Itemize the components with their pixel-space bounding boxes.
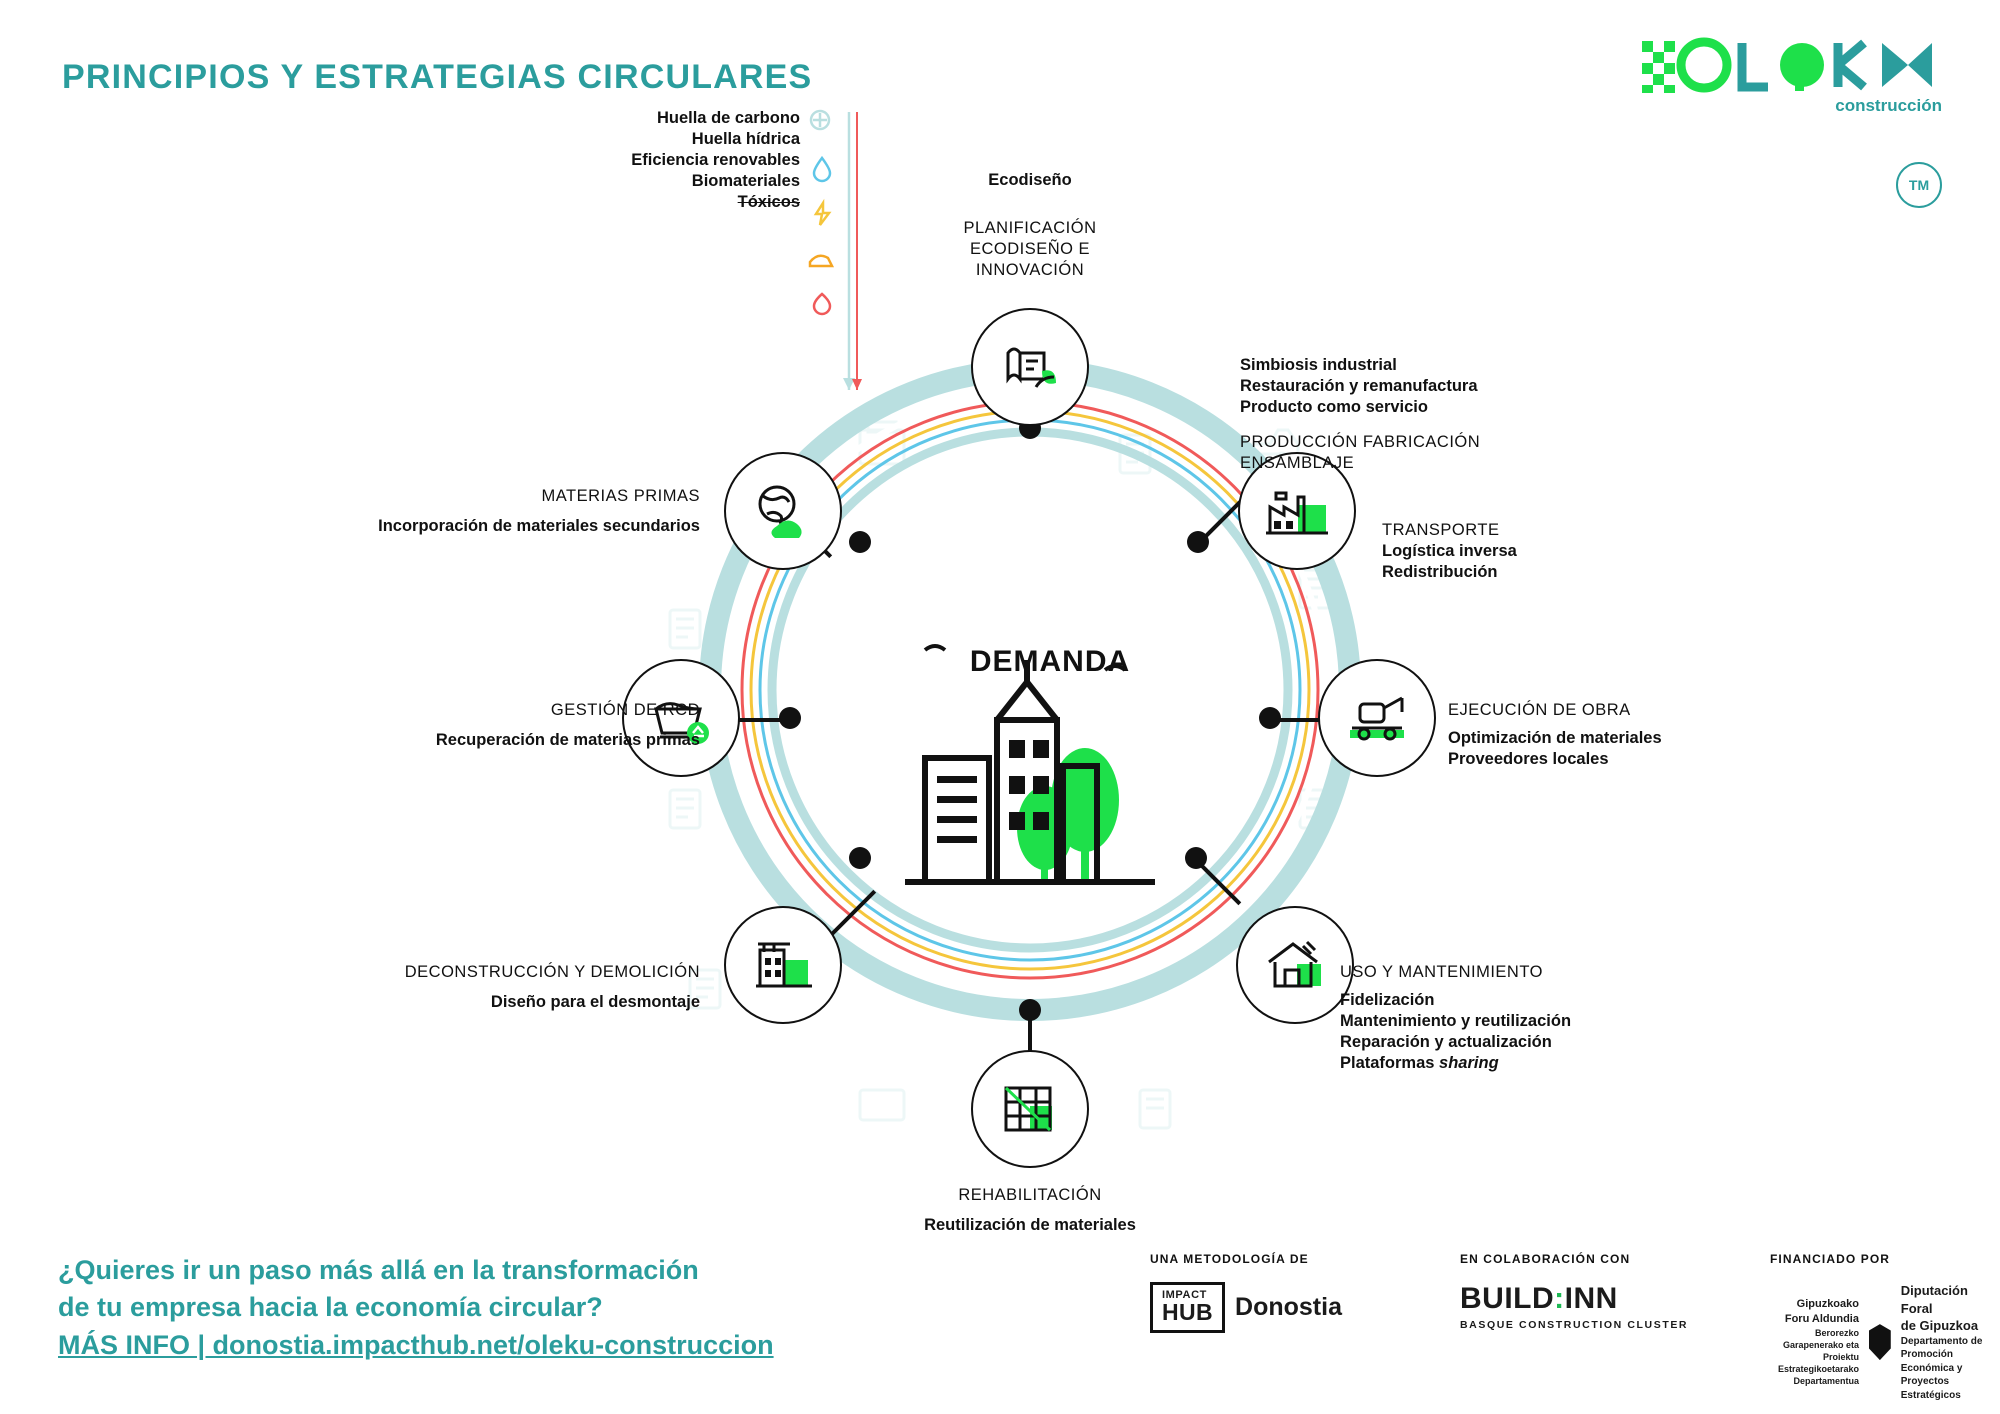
earth-hand-icon	[751, 482, 815, 540]
label-uso: USO Y MANTENIMIENTO Fidelización Mantenimiento y reutilización Reparación y actualización Plataformas sharing	[1340, 962, 1680, 1075]
factory-icon	[1264, 481, 1330, 541]
node-uso	[1236, 906, 1354, 1024]
impacthub-line2: HUB	[1162, 1299, 1214, 1326]
circular-diagram	[0, 90, 2000, 1235]
footer-cta	[58, 1252, 878, 1364]
label-ecodiseno: Ecodiseño	[988, 171, 1072, 189]
buildinn-logo: BUILD:INN	[1460, 1282, 1618, 1315]
dot-gestion-rcd	[779, 707, 801, 729]
label-transporte: TRANSPORTE Logística inversa Redistribución	[1382, 521, 1517, 582]
excavator-icon	[1344, 690, 1410, 746]
impacthub-city: Donostia	[1235, 1292, 1342, 1321]
diputacion-foral-logo	[1770, 1282, 2000, 1402]
footer-group-colaboracion	[1460, 1252, 1688, 1331]
cta-link[interactable]: MÁS INFO | donostia.impacthub.net/oleku-construccion	[58, 1329, 774, 1360]
trademark-badge: TM	[1896, 162, 1942, 208]
label-rehabilitacion: REHABILITACIÓN Reutilización de materiales	[924, 1186, 1136, 1235]
footer-group-title: UNA METODOLOGÍA DE	[1150, 1252, 1309, 1266]
dfg-basque-text: Gipuzkoako Foru Aldundia Berorezko Garapenerako eta Proiektu Estrategikoetarako Departamentua	[1777, 1297, 1859, 1387]
impacthub-box	[1150, 1282, 1225, 1333]
coat-of-arms-icon	[1869, 1324, 1891, 1360]
label-deconstruccion: DECONSTRUCCIÓN Y DEMOLICIÓN Diseño para el desmontaje	[404, 963, 700, 1012]
footer-group-financiado	[1770, 1252, 2000, 1402]
indicator-icons	[810, 111, 832, 314]
indicator-rail	[843, 112, 862, 390]
node-materias-primas	[724, 452, 842, 570]
dot-ejecucion	[1259, 707, 1281, 729]
label-planificacion: PLANIFICACIÓN ECODISEÑO E INNOVACIÓN	[963, 219, 1097, 280]
logo-subtitle: construcción	[1835, 96, 1942, 115]
footer-group-metodologia	[1150, 1252, 1342, 1333]
dot-produccion	[1187, 531, 1209, 553]
label-materias-primas: MATERIAS PRIMAS Incorporación de materiales secundarios	[378, 487, 700, 536]
blueprint-leaf-icon	[998, 335, 1062, 399]
label-ejecucion: EJECUCIÓN DE OBRA Optimización de materiales Proveedores locales	[1448, 701, 1662, 769]
logo-glyphs	[1642, 37, 1932, 93]
impacthub-line1: IMPACT	[1162, 1289, 1207, 1301]
dot-materias-primas	[849, 531, 871, 553]
cta-line-2: de tu empresa hacia la economía circular?	[58, 1292, 603, 1323]
footer-group-title: EN COLABORACIÓN CON	[1460, 1252, 1631, 1266]
node-deconstruccion	[724, 906, 842, 1024]
footer-group-title: FINANCIADO POR	[1770, 1252, 1891, 1266]
footer	[0, 1230, 2000, 1414]
crane-building-icon	[750, 936, 816, 994]
dot-deconstruccion	[849, 847, 871, 869]
label-indicadores: Huella de carbono Huella hídrica Eficiencia renovables Biomateriales Tóxicos	[631, 109, 800, 212]
oleku-logo-mark	[1642, 40, 1942, 90]
dfg-spanish-text: Diputación Foral de Gipuzkoa Departamento de Promoción Económica y Proyectos Estratégicos	[1900, 1283, 1983, 1401]
node-planificacion	[971, 308, 1089, 426]
central-building-illustration	[905, 646, 1155, 884]
center-demanda-label: DEMANDA	[969, 645, 1131, 678]
label-uso-sharing: Plataformas sharing	[1340, 1054, 1499, 1073]
label-gestion-rcd: GESTIÓN DE RCD Recuperación de materias primas	[435, 701, 700, 750]
dot-rehabilitacion	[1019, 999, 1041, 1021]
scaffolding-icon	[998, 1080, 1062, 1138]
buildinn-subtitle: BASQUE CONSTRUCTION CLUSTER	[1460, 1319, 1689, 1331]
house-maintenance-icon	[1263, 936, 1327, 994]
page-title: PRINCIPIOS Y ESTRATEGIAS CIRCULARES	[62, 58, 813, 96]
label-produccion: Simbiosis industrial Restauración y remanufactura Producto como servicio PRODUCCIÓN FABRICACIÓN ENSAMBLAJE	[1240, 356, 1481, 473]
node-rehabilitacion	[971, 1050, 1089, 1168]
node-ejecucion	[1318, 659, 1436, 777]
dot-uso	[1185, 847, 1207, 869]
impacthub-logo	[1150, 1282, 1342, 1333]
cta-line-1: ¿Quieres ir un paso más allá en la transformación	[58, 1255, 699, 1285]
